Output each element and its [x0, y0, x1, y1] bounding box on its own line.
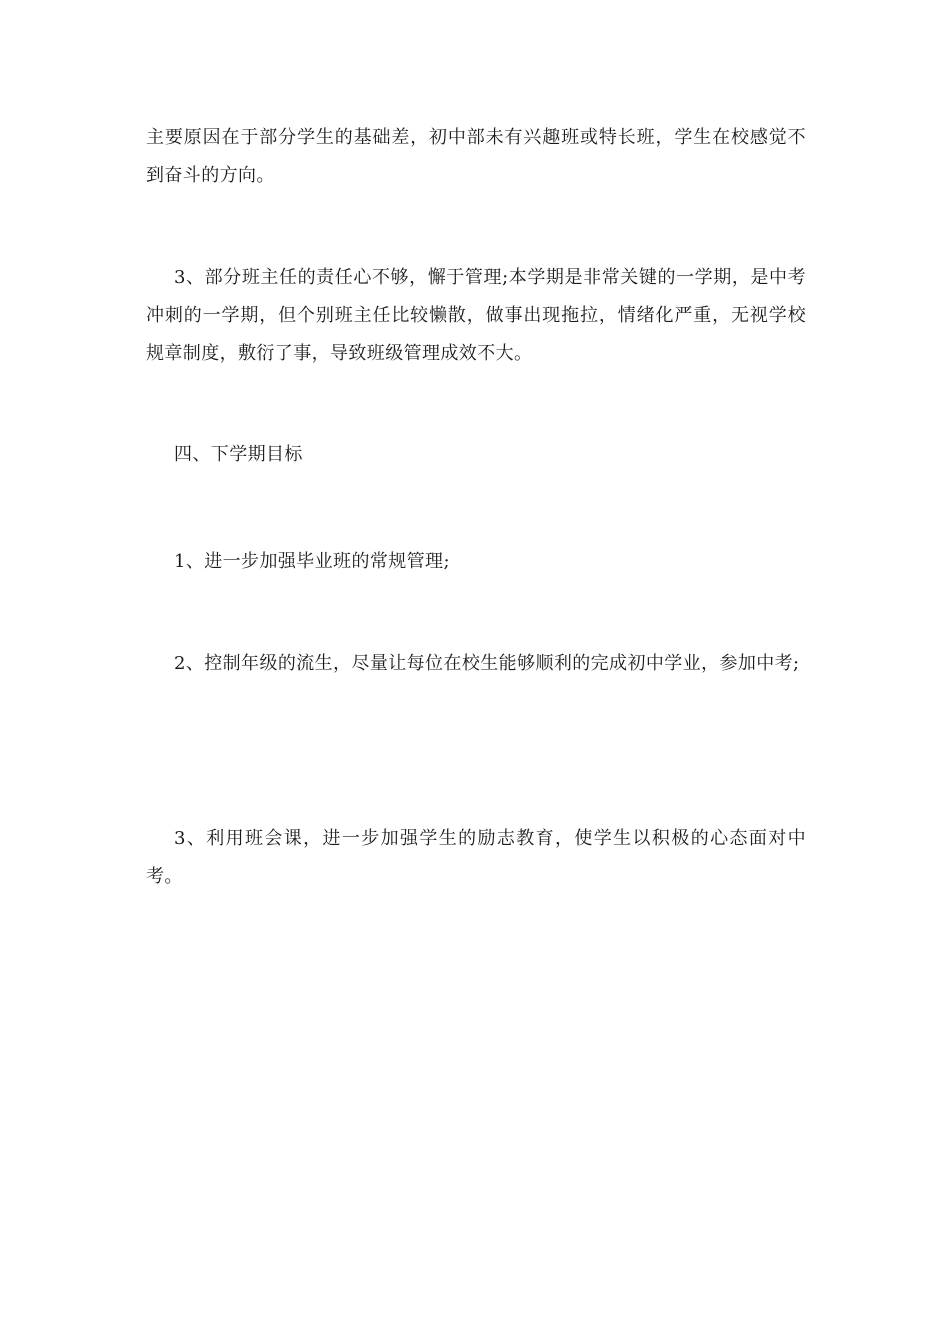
- paragraph-reason: 主要原因在于部分学生的基础差，初中部未有兴趣班或特长班，学生在校感觉不到奋斗的方向。: [146, 127, 806, 186]
- paragraph-item-3-teachers: 3、部分班主任的责任心不够，懈于管理;本学期是非常关键的一学期，是中考冲刺的一学期，但个别班主任比较懒散，做事出现拖拉，情绪化严重，无视学校规章制度，敷衍了事，导致班级管理成效不大。: [146, 267, 806, 364]
- goal-item-1: 1、进一步加强毕业班的常规管理;: [174, 551, 450, 572]
- goal-item-2: 2、控制年级的流生，尽量让每位在校生能够顺利的完成初中学业，参加中考;: [174, 653, 800, 674]
- section-heading-next-term-goals: 四、下学期目标: [174, 444, 303, 465]
- goal-item-3: 3、利用班会课，进一步加强学生的励志教育，使学生以积极的心态面对中考。: [146, 828, 806, 887]
